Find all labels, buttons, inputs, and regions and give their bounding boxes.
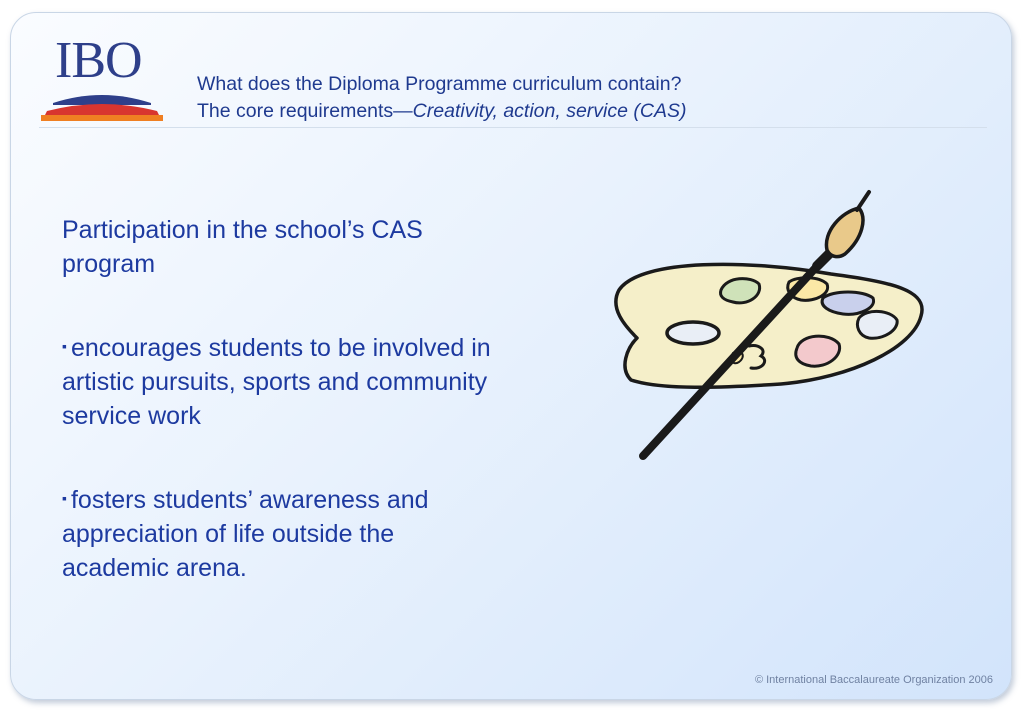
ibo-logo-arc-icon bbox=[39, 81, 165, 121]
slide bbox=[10, 12, 1012, 700]
title-line-2 bbox=[197, 98, 686, 125]
bullet-text: fosters students’ awareness and appreciation of life outside the academic arena. bbox=[62, 486, 429, 582]
bullet-item bbox=[62, 481, 492, 585]
copyright-footer: © International Baccalaureate Organization 2006 bbox=[754, 674, 993, 686]
title-line-2-prefix: The core requirements— bbox=[197, 100, 413, 122]
bullet-square-icon: ▪ bbox=[62, 338, 67, 354]
slide-title bbox=[197, 71, 686, 125]
intro-text: Participation in the school’s CAS program bbox=[62, 216, 423, 278]
title-line-2-italic: Creativity, action, service (CAS) bbox=[412, 100, 687, 122]
ibo-logo bbox=[39, 31, 165, 121]
bullet-text: encourages students to be involved in artistic pursuits, sports and community service work bbox=[62, 334, 491, 430]
paint-palette-with-brush-icon bbox=[601, 178, 931, 468]
bullet-square-icon: ▪ bbox=[62, 490, 67, 506]
title-line-1: What does the Diploma Programme curriculum contain? bbox=[197, 73, 682, 95]
slide-body bbox=[62, 213, 492, 633]
ibo-logo-text: IBO bbox=[55, 32, 142, 89]
bullet-item bbox=[62, 329, 492, 433]
header-divider bbox=[39, 127, 987, 128]
